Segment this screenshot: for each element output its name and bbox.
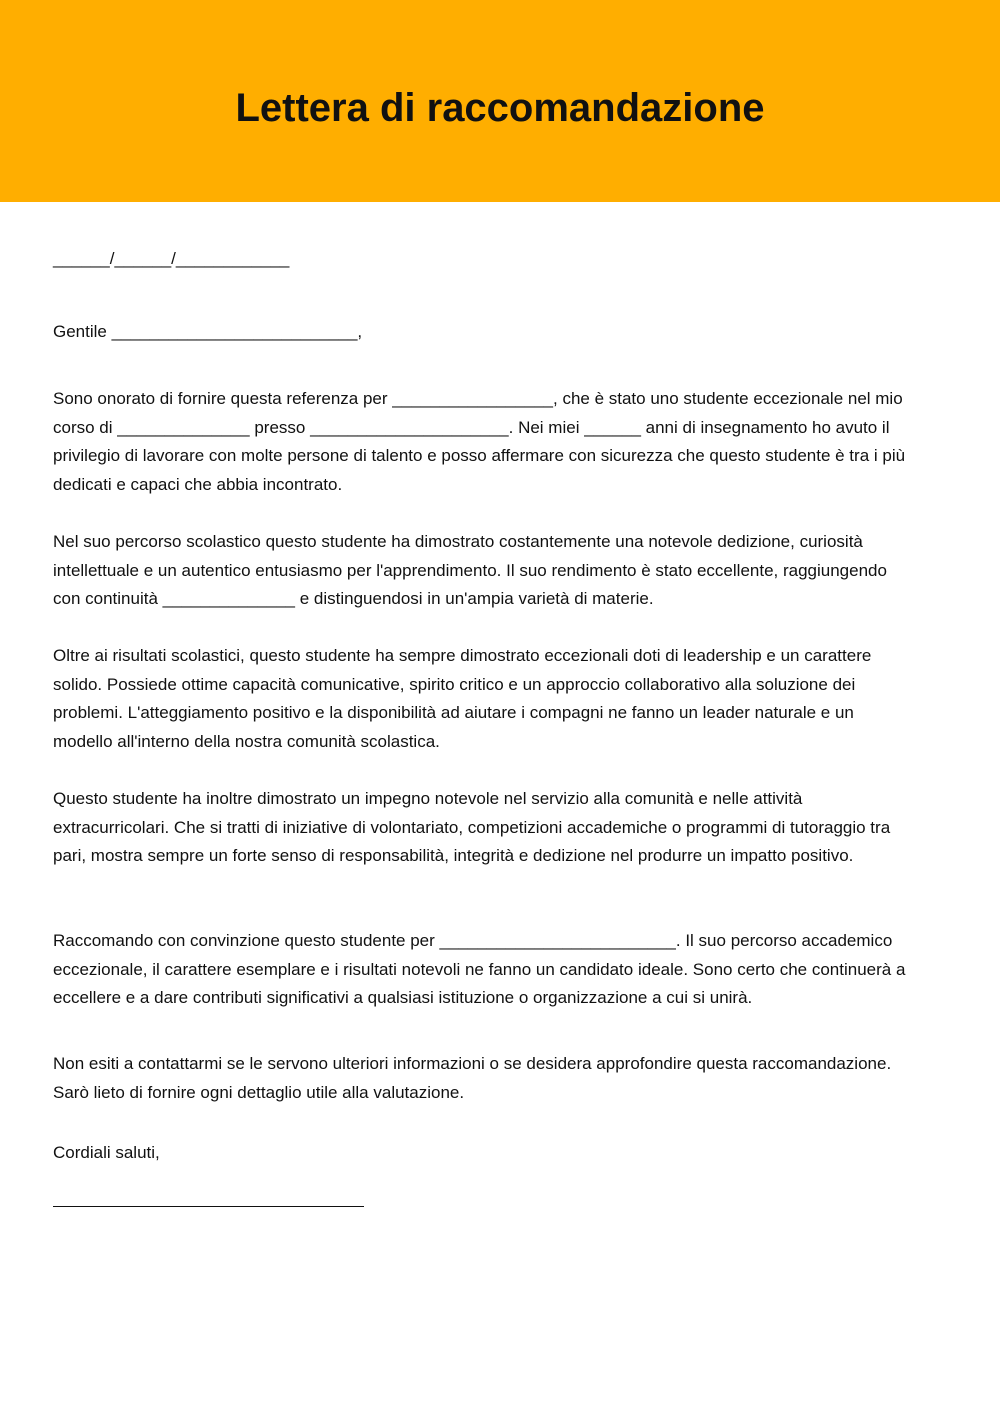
paragraph-recommendation [53,927,953,1013]
document-title: Lettera di raccomandazione [235,86,765,130]
paragraph-line: corso di ______________ presso _____________________. Nei miei ______ anni di insegnamento ho avuto il [53,417,890,437]
paragraph-line: Oltre ai risultati scolastici, questo studente ha sempre dimostrato eccezionali doti di leadership e un carattere [53,646,872,665]
paragraph-leadership [53,642,953,756]
paragraph-line: intellettuale e un autentico entusiasmo per l'apprendimento. Il suo rendimento è stato eccellente, raggiungendo [53,560,887,580]
date-line: ______/______/____________ [53,249,290,268]
paragraph-line: Sono onorato di fornire questa referenza per _________________, che è stato uno studente eccezionale nel mio [53,389,903,408]
signature-line [53,1206,364,1207]
paragraph-line: eccezionale, il carattere esemplare e i risultati notevoli ne fanno un candidato ideale. Sono certo che continuerà a [53,959,906,979]
paragraph-line: modello all'interno della nostra comunità scolastica. [53,731,440,751]
paragraph-line: con continuità ______________ e distinguendosi in un'ampia varietà di materie. [53,589,654,608]
closing: Cordiali saluti, [53,1143,160,1162]
paragraph-line: eccellere e a dare contributi significativi a qualsiasi istituzione o organizzazione a cui si unirà. [53,988,753,1007]
paragraph-line: Nel suo percorso scolastico questo studente ha dimostrato costantemente una notevole dedizione, curiosità [53,532,863,551]
paragraph-line: dedicati e capaci che abbia incontrato. [53,474,343,494]
paragraph-contact [53,1050,953,1107]
paragraph-line: Sarò lieto di fornire ogni dettaglio utile alla valutazione. [53,1082,465,1102]
paragraph-line: solido. Possiede ottime capacità comunicative, spirito critico e un approccio collaborativo alla soluzione dei [53,674,856,694]
paragraph-line: extracurricolari. Che si tratti di iniziative di volontariato, competizioni accademiche o programmi di tutoraggio tra [53,817,891,837]
salutation: Gentile __________________________, [53,322,363,341]
paragraph-academic [53,528,953,614]
paragraph-line: pari, mostra sempre un forte senso di responsabilità, integrità e dedizione nel produrre un impatto positivo. [53,846,854,865]
paragraph-intro [53,385,953,499]
paragraph-line: Non esiti a contattarmi se le servono ulteriori informazioni o se desidera approfondire questa raccomandazione. [53,1054,892,1073]
paragraph-line: problemi. L'atteggiamento positivo e la disponibilità ad aiutare i compagni ne fanno un leader naturale e un [53,703,854,722]
paragraph-line: Questo studente ha inoltre dimostrato un impegno notevole nel servizio alla comunità e nelle attività [53,789,803,808]
paragraph-community [53,785,953,871]
paragraph-line: privilegio di lavorare con molte persone di talento e posso affermare con sicurezza che questo studente è tra i più [53,446,906,465]
paragraph-line: Raccomando con convinzione questo studente per _________________________. Il suo percorso accademico [53,931,893,950]
